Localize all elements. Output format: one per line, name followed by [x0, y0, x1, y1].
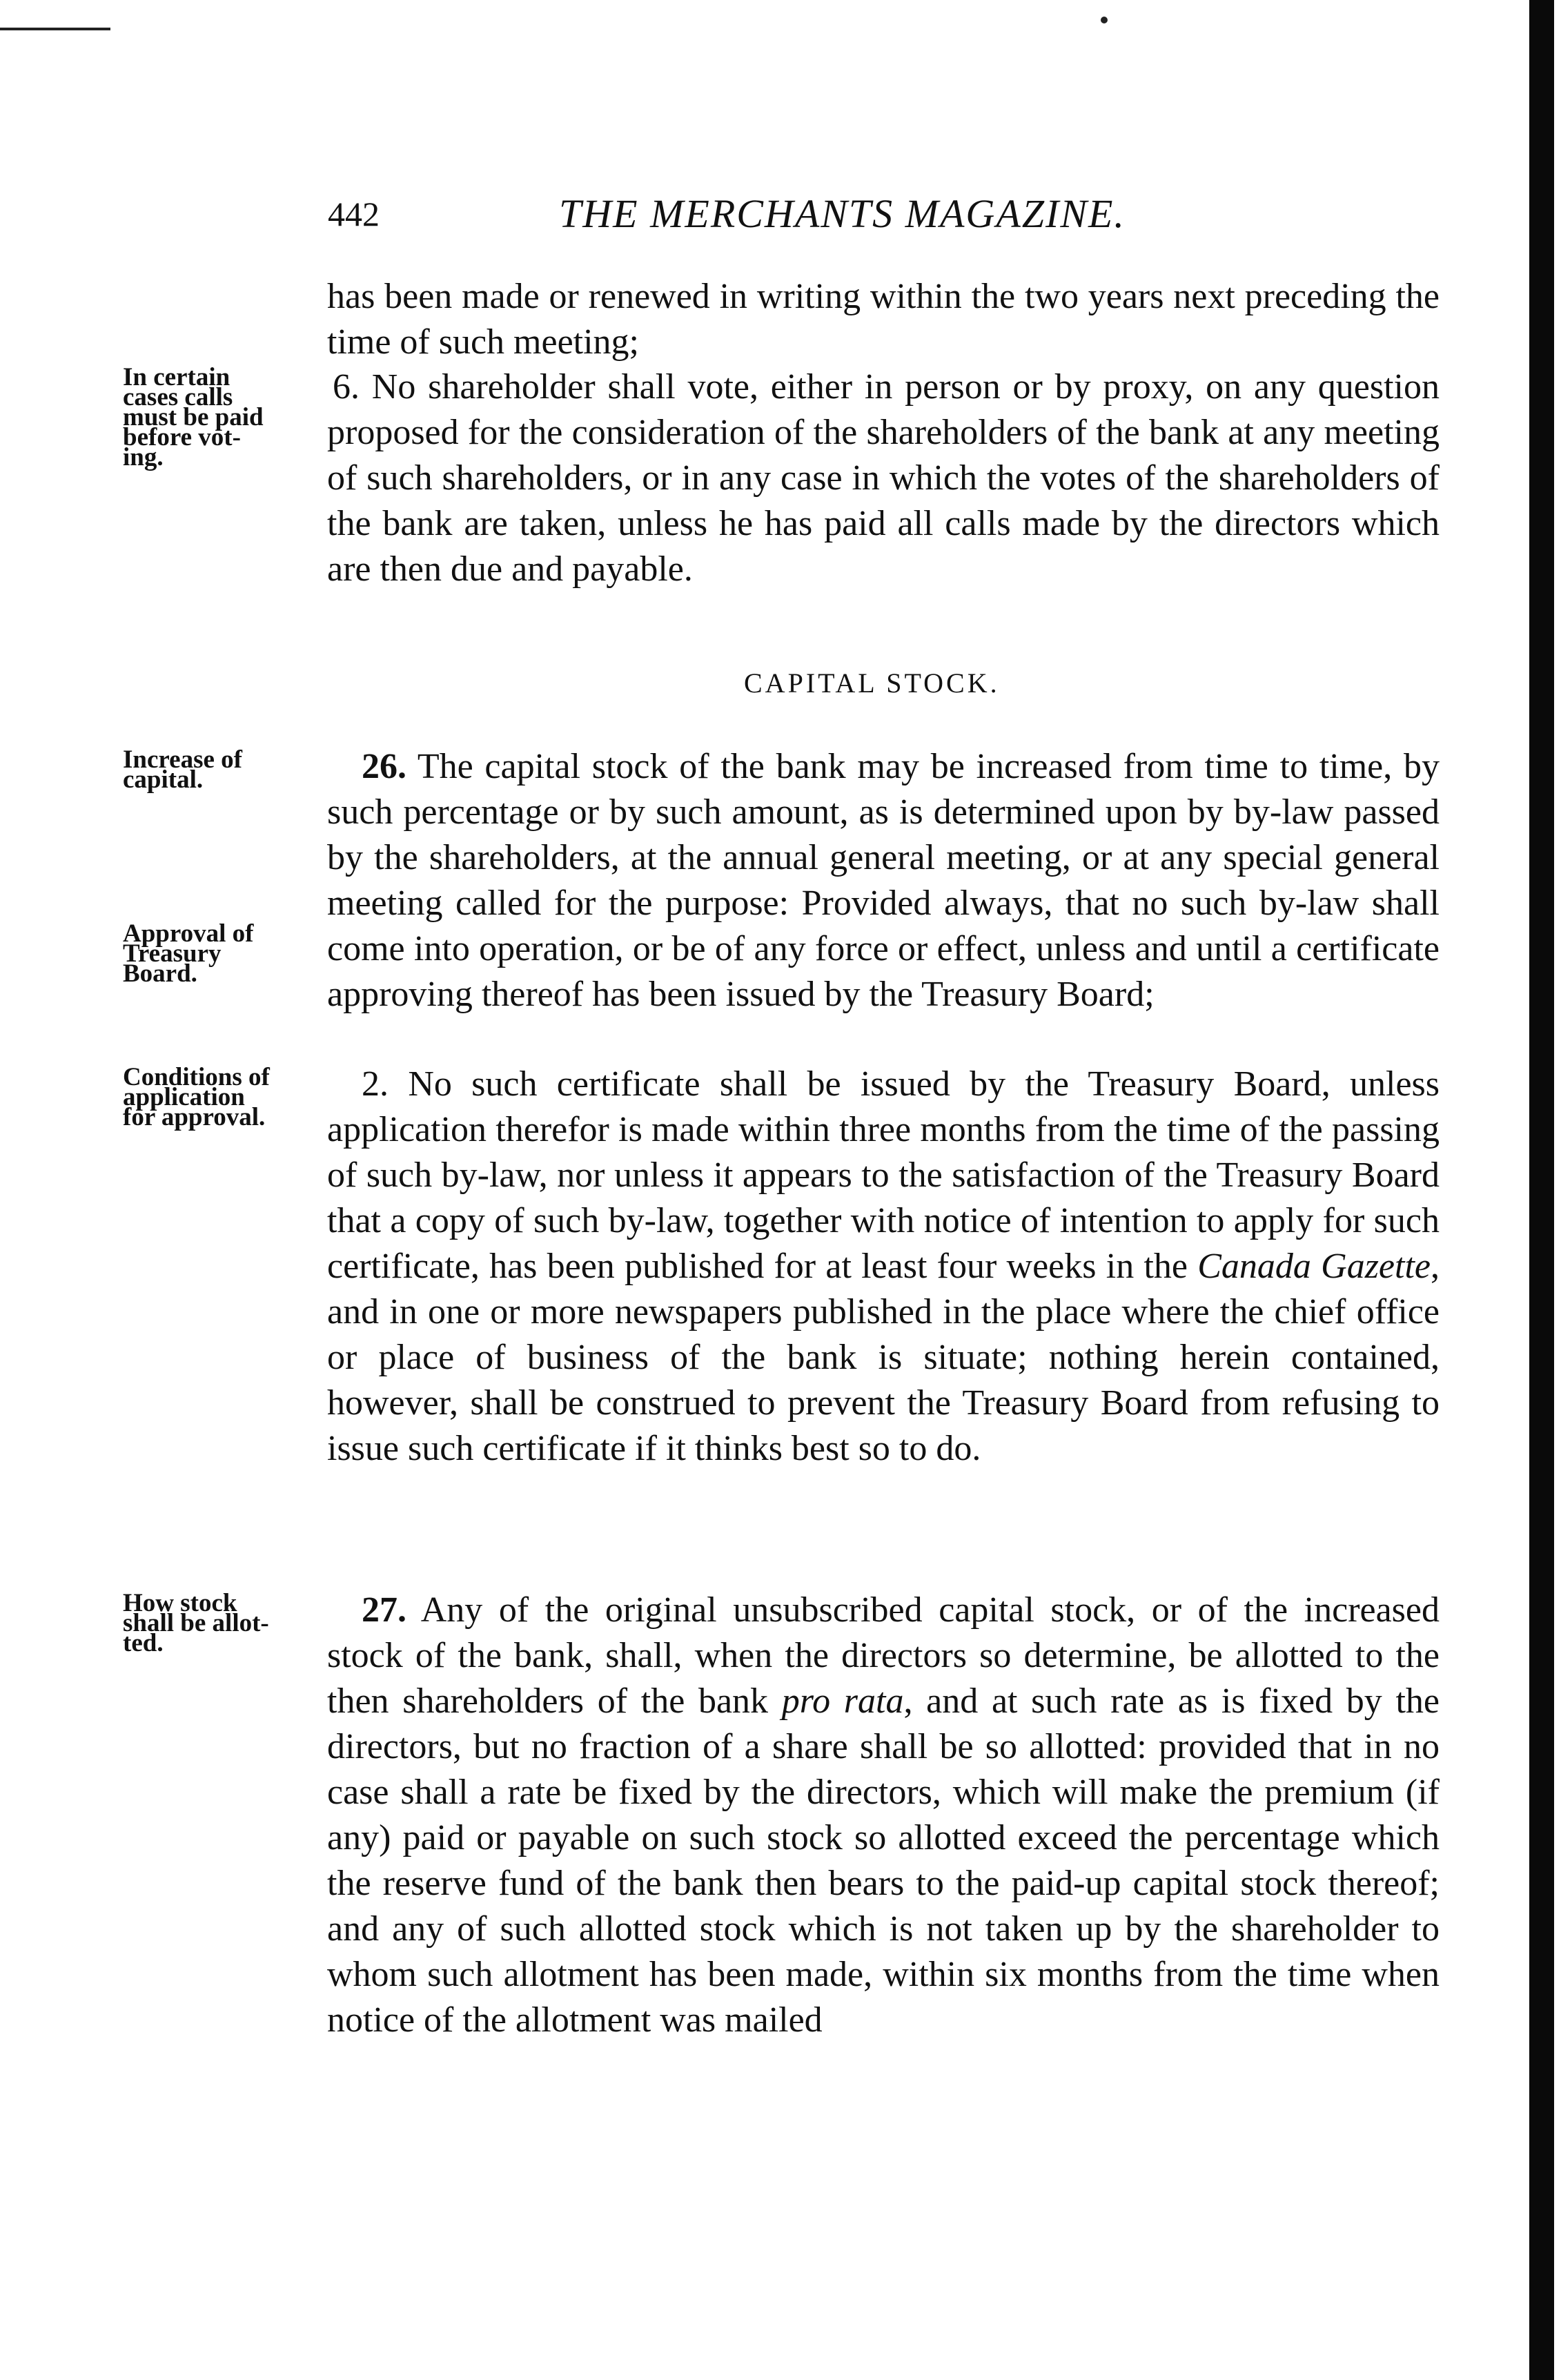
- margin-note-line: How stock: [123, 1589, 237, 1617]
- margin-note-line: In certain: [123, 363, 230, 391]
- italic-term: pro rata: [781, 1681, 904, 1721]
- paragraph-text: Any of the original unsubscribed capital stock, or of the increased stock of the bank, shall, when the directors so determine, be allotted to the then shareholders of the bank: [327, 1590, 1440, 1721]
- section-number: 6.: [333, 367, 360, 407]
- margin-note-line: capital.: [123, 765, 204, 794]
- paragraph-text: , and at such rate as is fixed by the directors, but no fraction of a share shall be so allotted: provided that in no case shall a rate be fixed by the directors, which will make the premium (if any) paid or payable on such stock so allotted exceed the percentage which the reserve fund of the bank then bears to the paid-up capital stock thereof; and any of such allotted stock which is not taken up by the shareholder to whom such allotment has been made, within six months from the time when notice of the allotment was mailed: [327, 1681, 1440, 2040]
- paragraph-text: has been made or renewed in writing within the two years next preceding the time of such meeting;: [327, 277, 1440, 362]
- paragraph-6: [327, 364, 1440, 592]
- margin-note-line: application: [123, 1083, 245, 1111]
- paragraph-text: No shareholder shall vote, either in person or by proxy, on any question proposed for the consideration of the shareholders of the bank at any meeting of such shareholders, or in any case in which the votes of the shareholders of the bank are taken, unless he has paid all calls made by the directors which are then due and payable.: [327, 367, 1440, 589]
- paragraph-27: [327, 1588, 1440, 2043]
- section-heading: CAPITAL STOCK.: [744, 667, 1000, 699]
- page-number: 442: [328, 195, 380, 233]
- margin-note-line: for approval.: [123, 1103, 266, 1131]
- margin-note-line: Board.: [123, 959, 197, 988]
- margin-note-increase: [123, 745, 330, 794]
- paragraph-26: [327, 744, 1440, 1017]
- paragraph-text: The capital stock of the bank may be increased from time to time, by such percentage or by such amount, as is determined upon by by-law passed by the shareholders, at the annual general meeting, or at any special general meeting called for the purpose: Provided always, that no such by-law shall come into operation, or be of any force or effect, unless and until a certificate approving thereof has been issued by the Treasury Board;: [327, 747, 1440, 1014]
- section-number: 27.: [362, 1590, 406, 1630]
- margin-note-conditions: [123, 1063, 330, 1131]
- scan-edge-bar: [1529, 0, 1554, 2380]
- margin-note-line: ted.: [123, 1629, 164, 1657]
- margin-note-line: Treasury: [123, 939, 222, 968]
- scan-speck: [1101, 17, 1108, 23]
- margin-note-allotment: [123, 1589, 330, 1657]
- paragraph-text: , and in one or more newspapers published in the place where the chief office or place of business of the bank is situate; nothing herein contained, however, shall be construed to prevent the Treasury Board from refusing to issue such certificate if it thinks best so to do.: [327, 1247, 1440, 1468]
- section-number: 26.: [362, 747, 406, 786]
- margin-note-line: ing.: [123, 443, 164, 471]
- paragraph-continuation: [327, 274, 1440, 365]
- margin-note-line: before vot-: [123, 423, 241, 451]
- margin-note-line: Approval of: [123, 919, 254, 948]
- top-rule: [0, 28, 110, 30]
- italic-citation: Canada Gazette: [1197, 1247, 1431, 1286]
- margin-note-line: cases calls: [123, 383, 233, 411]
- margin-note-line: Increase of: [123, 745, 242, 774]
- section-number: 2.: [362, 1064, 389, 1104]
- margin-note-line: Conditions of: [123, 1063, 270, 1091]
- page-header: [328, 186, 1432, 242]
- margin-note-voting: [123, 363, 330, 471]
- running-title: THE MERCHANTS MAGAZINE.: [559, 191, 1126, 236]
- margin-note-approval: [123, 919, 330, 988]
- margin-note-line: must be paid: [123, 403, 264, 431]
- paragraph-2: [327, 1062, 1440, 1472]
- margin-note-line: shall be allot-: [123, 1609, 269, 1637]
- paragraph-text: No such certificate shall be issued by the Treasury Board, unless application therefor is made within three months from the time of the passing of such by-law, nor unless it appears to the satisfaction of the Treasury Board that a copy of such by-law, together with notice of intention to apply for such certificate, has been published for at least four weeks in the: [327, 1064, 1440, 1286]
